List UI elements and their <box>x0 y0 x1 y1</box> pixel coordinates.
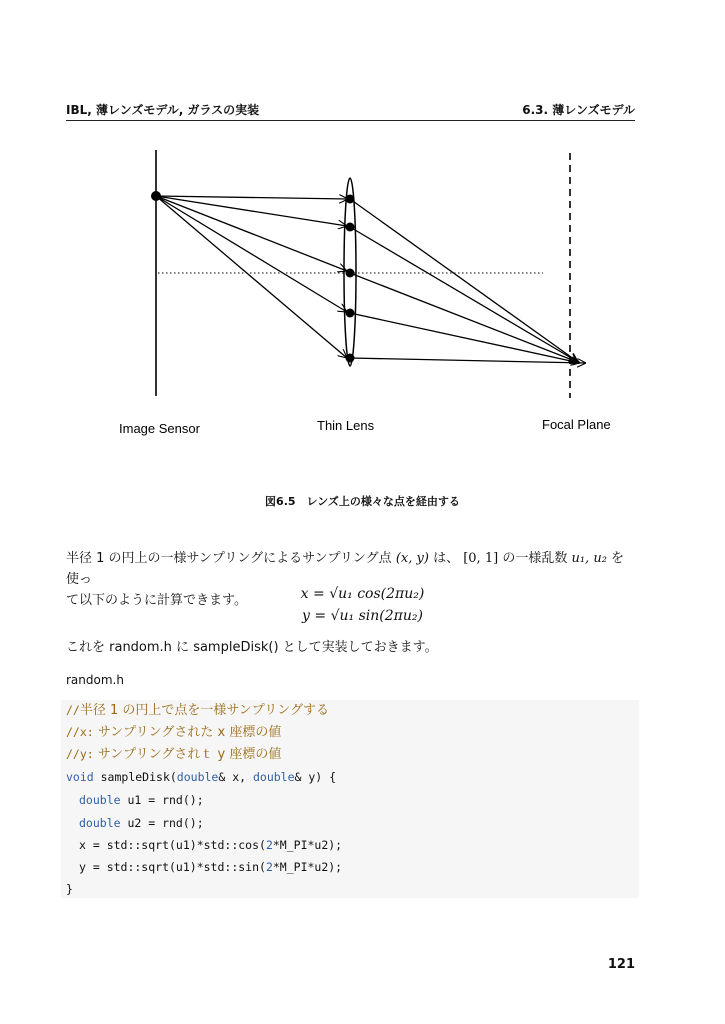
code-text: sampleDisk( <box>93 770 177 784</box>
number-literal: 2 <box>265 860 273 874</box>
p1-text-e: て以下のように計算できます。 <box>66 593 247 608</box>
code-line-3 <box>66 746 281 763</box>
label-image-sensor: Image Sensor <box>119 421 200 436</box>
paragraph-2: これを random.h に sampleDisk() として実装しておきます。 <box>66 640 438 655</box>
code-line-1 <box>66 702 329 719</box>
comment-slashes: // <box>66 703 80 717</box>
rays-lens-to-focal <box>350 199 586 363</box>
code-filename: random.h <box>66 673 124 687</box>
p1-text-a: 半径 1 の円上の一様サンプリングによるサンプリング点 <box>66 551 392 566</box>
comment-text: サンプリングされた x 座標の値 <box>93 725 282 740</box>
label-thin-lens: Thin Lens <box>317 418 375 433</box>
comment-text: 半径 1 の円上で点を一様サンプリングする <box>79 703 329 718</box>
code-text: y = std::sqrt(u1)*std::sin( <box>79 860 266 874</box>
comment-text: サンプリングされｔ y 座標の値 <box>93 747 282 762</box>
lens-point-4 <box>346 309 355 318</box>
page-number: 121 <box>607 957 635 972</box>
equation-x: x = √u₁ cos(2πu₂) <box>300 586 425 602</box>
rays-sensor-to-lens <box>156 196 348 358</box>
p1-text-d: を使っ <box>66 551 625 587</box>
p1-text-c: の一様乱数 <box>502 551 568 566</box>
code-block <box>61 700 639 898</box>
code-line-5 <box>79 792 204 808</box>
code-text: *M_PI*u2); <box>272 860 343 874</box>
code-text: *M_PI*u2); <box>272 838 343 852</box>
lens-point-1 <box>346 195 355 204</box>
code-text: u2 = rnd(); <box>120 816 204 830</box>
lens-point-5 <box>346 354 355 363</box>
code-text: & x, <box>218 770 253 784</box>
code-line-9: } <box>66 882 73 896</box>
keyword: double <box>176 770 219 784</box>
code-text: & y) { <box>294 770 337 784</box>
figure-caption: 図6.5 レンズ上の様々な点を経由する <box>265 495 460 508</box>
p1-math-interval: [0, 1] <box>463 551 499 566</box>
sensor-point <box>151 191 161 201</box>
comment-prefix: //x: <box>66 725 94 739</box>
running-header-right: 6.3. 薄レンズモデル <box>522 103 635 117</box>
comment-prefix: //y: <box>66 747 94 761</box>
keyword: double <box>252 770 295 784</box>
equation-y: y = √u₁ sin(2πu₂) <box>302 608 423 624</box>
code-line-2 <box>66 724 281 741</box>
code-text: u1 = rnd(); <box>120 793 204 807</box>
number-literal: 2 <box>265 838 273 852</box>
p1-math-xy: (x, y) <box>395 551 429 566</box>
thin-lens-diagram <box>0 0 725 470</box>
lens-point-2 <box>346 223 355 232</box>
keyword: double <box>79 816 121 830</box>
lens-point-3 <box>346 269 355 278</box>
p1-text-b: は、 <box>433 551 460 566</box>
label-focal-plane: Focal Plane <box>542 417 611 432</box>
running-header-left: IBL, 薄レンズモデル, ガラスの実装 <box>66 103 260 117</box>
code-line-6 <box>79 815 204 831</box>
code-line-8 <box>79 859 342 875</box>
code-text: x = std::sqrt(u1)*std::cos( <box>79 838 266 852</box>
p1-math-u: u₁, u₂ <box>571 551 607 566</box>
keyword: void <box>66 770 94 784</box>
code-line-4 <box>66 769 336 785</box>
keyword: double <box>79 793 121 807</box>
code-line-7 <box>79 837 342 853</box>
